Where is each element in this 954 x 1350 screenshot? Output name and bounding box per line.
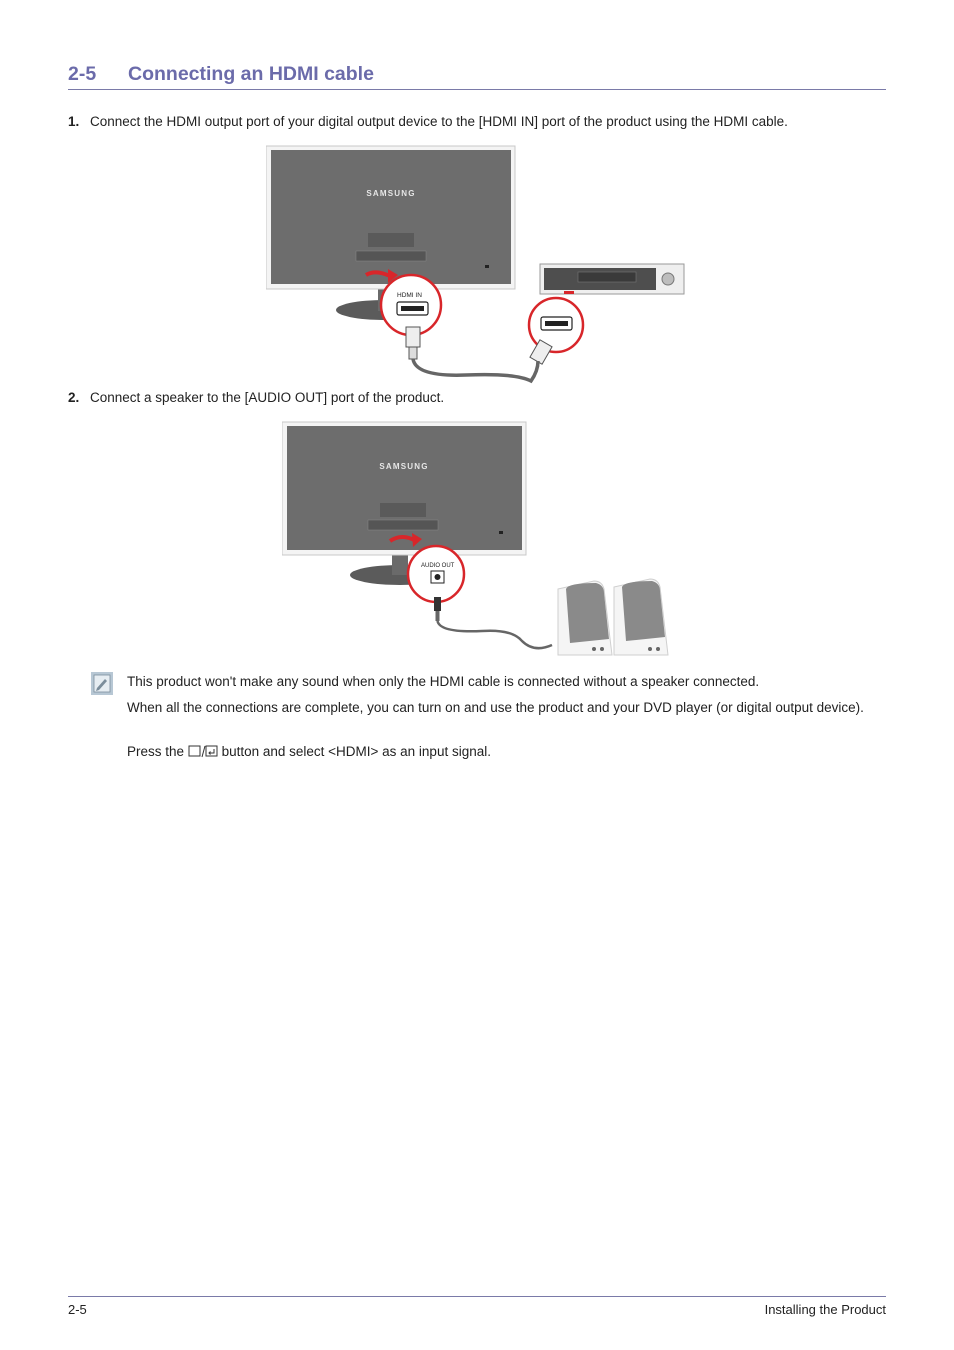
monitor-back [271,150,511,284]
step-1 [68,113,788,131]
hdmi-connection-figure [266,145,696,385]
port-panel [356,251,426,261]
lock-slot [499,531,503,534]
step-number: 2. [68,390,80,405]
footer-page-number: 2-5 [68,1302,87,1317]
monitor-back [287,426,522,550]
hdmi-plug [406,327,420,347]
note-press-before: Press the [127,744,185,759]
section-heading [68,61,886,90]
vent-panel [380,503,426,517]
vent-panel [368,233,414,247]
audio-out-label: AUDIO OUT [421,563,455,569]
speaker-left [558,581,612,655]
audio-cable [438,621,553,648]
section-title: Connecting an HDMI cable [128,63,374,85]
monitor-brand: SAMSUNG [379,462,429,471]
audio-jack [434,597,441,611]
note-press-line [127,742,872,761]
footer-chapter: Installing the Product [764,1302,886,1317]
note-line: When all the connections are complete, you can turn on and use the product and your DVD player (or digital output device). [127,700,864,715]
monitor-brand: SAMSUNG [366,189,416,198]
note-pencil-icon [91,672,113,695]
lock-slot [485,265,489,268]
footer-rule [68,1296,886,1297]
speaker-right [614,579,668,655]
step-text: Connect a speaker to the [AUDIO OUT] port of the product. [90,390,445,405]
port-panel [368,520,438,530]
step-text: Connect the HDMI output port of your digital output device to the [HDMI IN] port of the product using the HDMI cable. [90,114,788,129]
audio-connection-figure [282,421,682,661]
note-line: This product won't make any sound when only the HDMI cable is connected without a speaker connected. [127,674,760,689]
hdmi-in-label: HDMI IN [397,292,422,299]
section-number: 2-5 [68,63,97,85]
step-2 [68,389,444,407]
source-input-icon [188,745,218,758]
step-number: 1. [68,114,80,129]
note-press-after: button and select <HDMI> as an input signal. [221,744,491,759]
hdmi-cable [413,359,538,381]
